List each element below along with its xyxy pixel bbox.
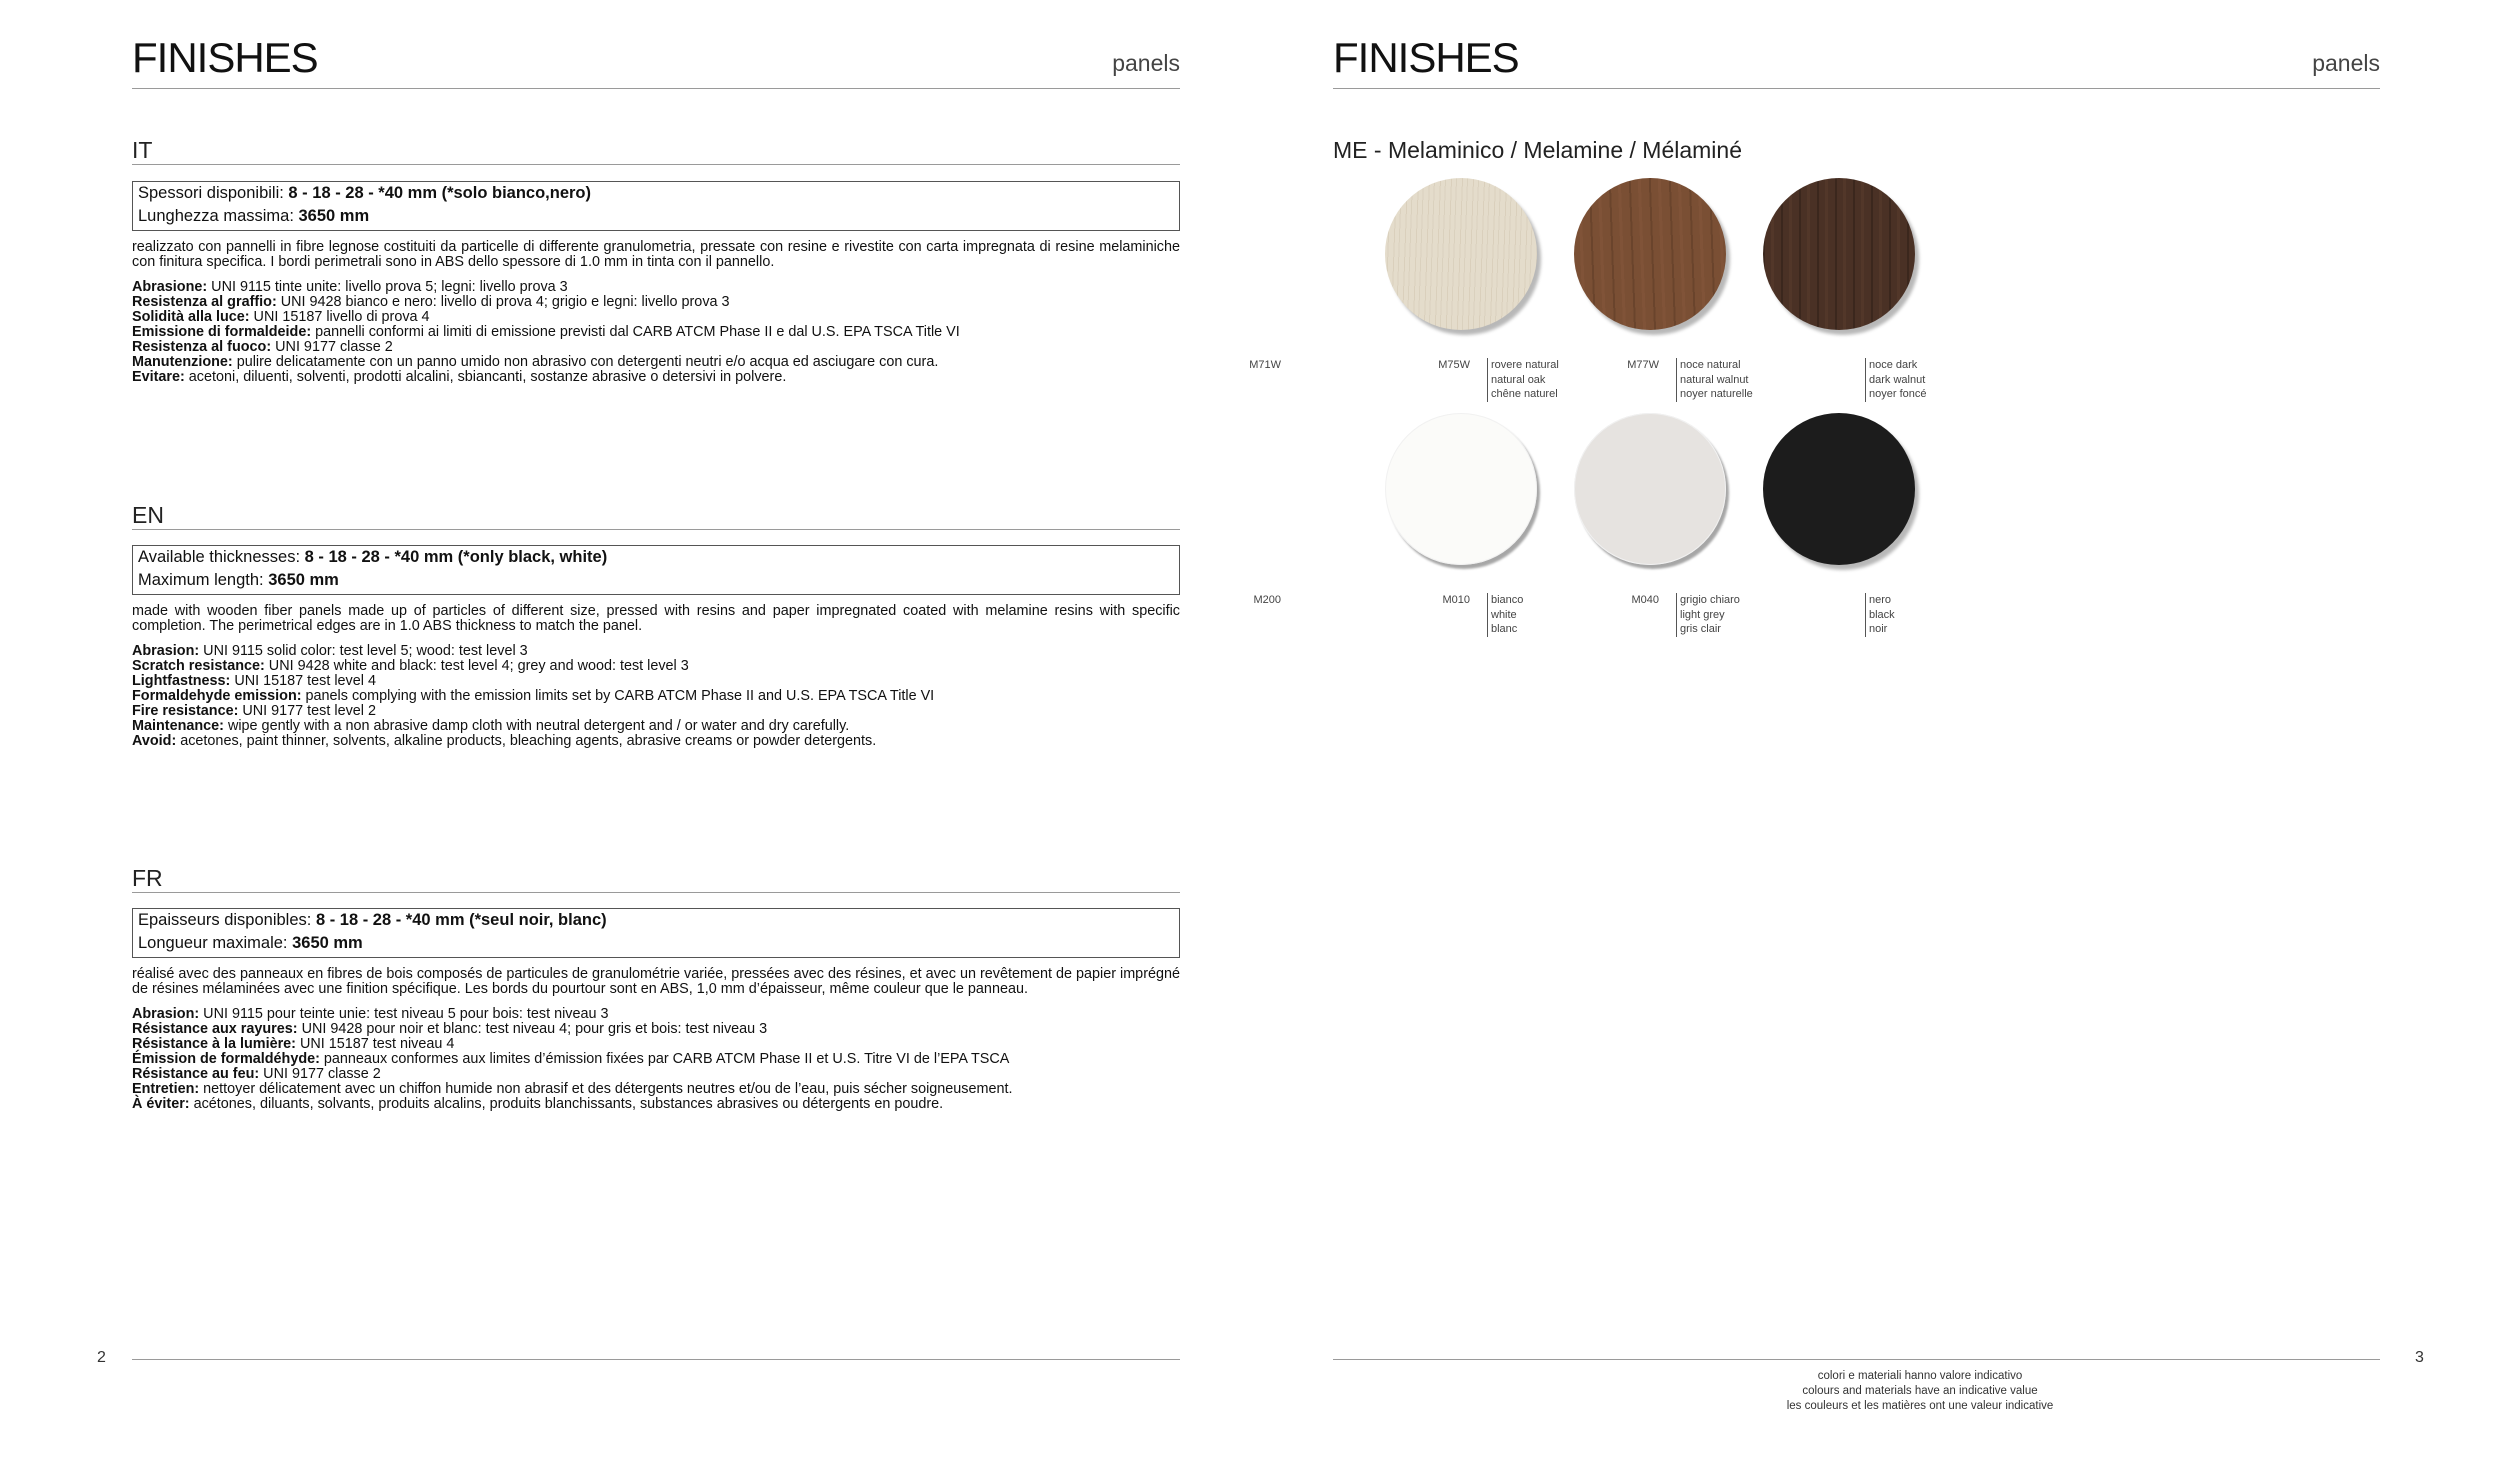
footer-divider [132,1359,1180,1360]
swatch-name-it: noce dark [1869,359,1918,371]
property-label: Resistenza al graffio: [132,294,277,310]
swatch-disc [1574,178,1726,330]
swatch-code: M77W [1627,359,1659,371]
property-label: Resistenza al fuoco: [132,339,272,355]
swatch-name-fr: blanc [1491,623,1518,635]
property-value: acetones, paint thinner, solvents, alkaline products, bleaching agents, abrasive creams or powder detergents. [176,733,877,749]
property-row [132,704,1180,719]
property-value: UNI 9428 white and black: test level 4; grey and wood: test level 3 [264,658,689,674]
swatch-names [1487,593,1523,637]
property-value: pulire delicatamente con un panno umido non abrasivo con detergenti neutri e/o acqua ed asciugare con cura. [232,354,939,370]
length-label: Maximum length: [138,571,269,589]
swatch-name-en: white [1491,608,1517,621]
swatch-name-it: rovere natural [1491,359,1559,371]
property-value: UNI 15187 test level 4 [230,673,376,689]
property-value: acétones, diluants, solvants, produits alcalins, produits blanchissants, substances abrasives ou détergents en poudre. [189,1096,944,1112]
property-label: Abrasione: [132,279,208,295]
swatch-name-en: black [1869,608,1895,621]
length-value: 3650 mm [298,207,370,225]
swatch-code: M010 [1442,594,1470,606]
description: réalisé avec des panneaux en fibres de bois composés de particules de granulométrie variée, pressées avec des résines, et avec un revêtement de papier imprégné de résines mélaminées avec une finition spécifique. Les bords du pourtour sont en ABS, 1,0 mm d’épaisseur, même couleur que le panneau. [132,966,1180,997]
property-row [132,1037,1180,1052]
thickness-label: Available thicknesses: [138,548,305,566]
property-label: Avoid: [132,733,177,749]
swatch-name-fr: chêne naturel [1491,388,1558,400]
swatch-name-fr: noyer foncé [1869,388,1927,400]
thickness-line [138,909,1174,932]
swatch-name-en: dark walnut [1869,373,1926,386]
property-label: Abrasion: [132,1006,200,1022]
section-divider [132,529,1180,530]
property-row [132,310,1180,325]
property-value: UNI 9115 solid color: test level 5; wood: test level 3 [199,643,528,659]
description: realizzato con pannelli in fibre legnose costituiti da particelle di differente granulometria, pressate con resine e rivestite con carta impregnata di resine melaminiche con finitura specifica. I bordi perimetrali sono in ABS dello spessore di 1.0 mm in tinta con il pannello. [132,239,1180,270]
length-line [138,569,1174,592]
swatch-code: M71W [1249,359,1281,371]
swatch-name-it: bianco [1491,594,1524,606]
property-row [132,674,1180,689]
property-value: UNI 9115 tinte unite: livello prova 5; legni: livello prova 3 [207,279,568,295]
swatch-name-it: grigio chiaro [1680,594,1740,606]
length-label: Longueur maximale: [138,934,293,952]
property-value: acetoni, diluenti, solventi, prodotti alcalini, sbiancanti, sostanze abrasive o detersivi in polvere. [184,369,787,385]
footnote-fr: les couleurs et les matières ont une valeur indicative [1786,1400,2054,1412]
property-label: Lightfastness: [132,673,231,689]
property-value: UNI 9428 pour noir et blanc: test niveau 4; pour gris et bois: test niveau 3 [297,1021,768,1037]
footnote [1720,1369,2120,1414]
page-title: FINISHES [132,34,318,81]
right-page [1250,0,2500,1458]
thickness-label: Spessori disponibili: [138,184,289,202]
property-row [132,325,1180,340]
property-label: Fire resistance: [132,703,239,719]
header-divider [132,88,1180,89]
footnote-en: colours and materials have an indicative value [1802,1385,2038,1397]
property-value: UNI 9428 bianco e nero: livello di prova 4; grigio e legni: livello prova 3 [276,294,730,310]
header-divider [1333,88,2380,89]
length-value: 3650 mm [292,934,363,952]
property-value: UNI 9177 test level 2 [238,703,376,719]
thickness-value: 8 - 18 - 28 - *40 mm (*solo bianco,nero) [288,184,592,202]
swatch-name-it: nero [1869,594,1892,606]
property-label: Résistance au feu: [132,1066,260,1082]
property-row [132,1022,1180,1037]
spec-box [132,181,1180,231]
property-label: Résistance à la lumière: [132,1036,296,1052]
thickness-line [138,182,1174,205]
swatch-names [1865,358,1926,402]
property-row [132,1007,1180,1022]
properties-list [132,280,1180,385]
swatch-names [1676,593,1740,637]
property-row [132,1052,1180,1067]
property-label: Entretien: [132,1081,200,1097]
property-value: UNI 15187 test niveau 4 [295,1036,455,1052]
swatch-name-en: natural oak [1491,373,1546,386]
swatch-names [1865,593,1895,637]
section-title: ME - Melaminico / Melamine / Mélaminé [1333,137,1743,163]
page-subtitle: panels [1112,50,1180,76]
length-label: Lunghezza massima: [138,207,299,225]
swatch-disc [1385,413,1537,565]
property-label: Emissione di formaldeide: [132,324,312,340]
property-label: Scratch resistance: [132,658,265,674]
thickness-label: Epaisseurs disponibles: [138,911,316,929]
swatch-code: M040 [1631,594,1659,606]
thickness-line [138,546,1174,569]
property-row [132,1082,1180,1097]
property-row [132,689,1180,704]
swatch-name-fr: noir [1869,623,1888,635]
spec-box [132,908,1180,958]
swatch-disc [1574,413,1726,565]
swatch-code: M75W [1438,359,1470,371]
swatch-disc [1763,178,1915,330]
section-title: FR [132,865,163,891]
property-value: UNI 9177 classe 2 [271,339,393,355]
properties-list [132,1007,1180,1112]
length-line [138,932,1174,955]
description: made with wooden fiber panels made up of particles of different size, pressed with resins and paper impregnated coated with melamine resins with specific completion. The perimetrical edges are in 1.0 ABS thickness to match the panel. [132,603,1180,634]
property-label: À éviter: [132,1096,190,1112]
property-row [132,355,1180,370]
footnote-it: colori e materiali hanno valore indicativo [1817,1370,2023,1382]
property-row [132,1067,1180,1082]
property-label: Émission de formaldéhyde: [132,1051,320,1067]
property-row [132,295,1180,310]
property-label: Abrasion: [132,643,200,659]
swatch-name-fr: gris clair [1680,623,1721,635]
swatch-name-fr: noyer naturelle [1680,388,1753,400]
property-label: Manutenzione: [132,354,233,370]
property-row [132,719,1180,734]
property-value: panneaux conformes aux limites d’émission fixées par CARB ATCM Phase II et U.S. Titre VI de l’EPA TSCA [319,1051,1010,1067]
swatch-name-en: light grey [1680,608,1725,621]
property-row [132,1097,1180,1112]
property-row [132,280,1180,295]
property-value: nettoyer délicatement avec un chiffon humide non abrasif et des détergents neutres et/ou de l’eau, puis sécher soigneusement. [199,1081,1013,1097]
page-title: FINISHES [1333,34,1519,81]
spec-box [132,545,1180,595]
swatch-disc [1763,413,1915,565]
property-label: Résistance aux rayures: [132,1021,298,1037]
property-value: UNI 15187 livello di prova 4 [249,309,430,325]
property-value: pannelli conformi ai limiti di emissione previsti dal CARB ATCM Phase II e dal U.S. EPA TSCA Title VI [311,324,960,340]
property-row [132,734,1180,749]
section-title: IT [132,137,153,163]
length-line [138,205,1174,228]
page-number: 2 [97,1349,106,1366]
property-value: UNI 9115 pour teinte unie: test niveau 5 pour bois: test niveau 3 [199,1006,609,1022]
thickness-value: 8 - 18 - 28 - *40 mm (*only black, white) [304,548,608,566]
property-row [132,659,1180,674]
swatch-names [1487,358,1559,402]
property-label: Maintenance: [132,718,224,734]
property-value: UNI 9177 classe 2 [259,1066,381,1082]
property-row [132,370,1180,385]
property-label: Solidità alla luce: [132,309,250,325]
swatch-code: M200 [1253,594,1281,606]
length-value: 3650 mm [268,571,339,589]
thickness-value: 8 - 18 - 28 - *40 mm (*seul noir, blanc) [315,911,607,929]
property-value: panels complying with the emission limits set by CARB ATCM Phase II and U.S. EPA TSCA Title VI [301,688,935,704]
property-row [132,340,1180,355]
swatch-names [1676,358,1753,402]
swatch-name-it: noce natural [1680,359,1741,371]
footer-divider [1333,1359,2380,1360]
section-title: EN [132,502,164,528]
section-divider [132,164,1180,165]
property-label: Evitare: [132,369,185,385]
page-subtitle: panels [2312,50,2380,76]
property-value: wipe gently with a non abrasive damp cloth with neutral detergent and / or water and dry carefully. [223,718,850,734]
swatch-disc [1385,178,1537,330]
property-row [132,644,1180,659]
section-divider [132,892,1180,893]
swatch-name-en: natural walnut [1680,373,1749,386]
properties-list [132,644,1180,749]
page-number: 3 [2415,1349,2424,1366]
property-label: Formaldehyde emission: [132,688,302,704]
